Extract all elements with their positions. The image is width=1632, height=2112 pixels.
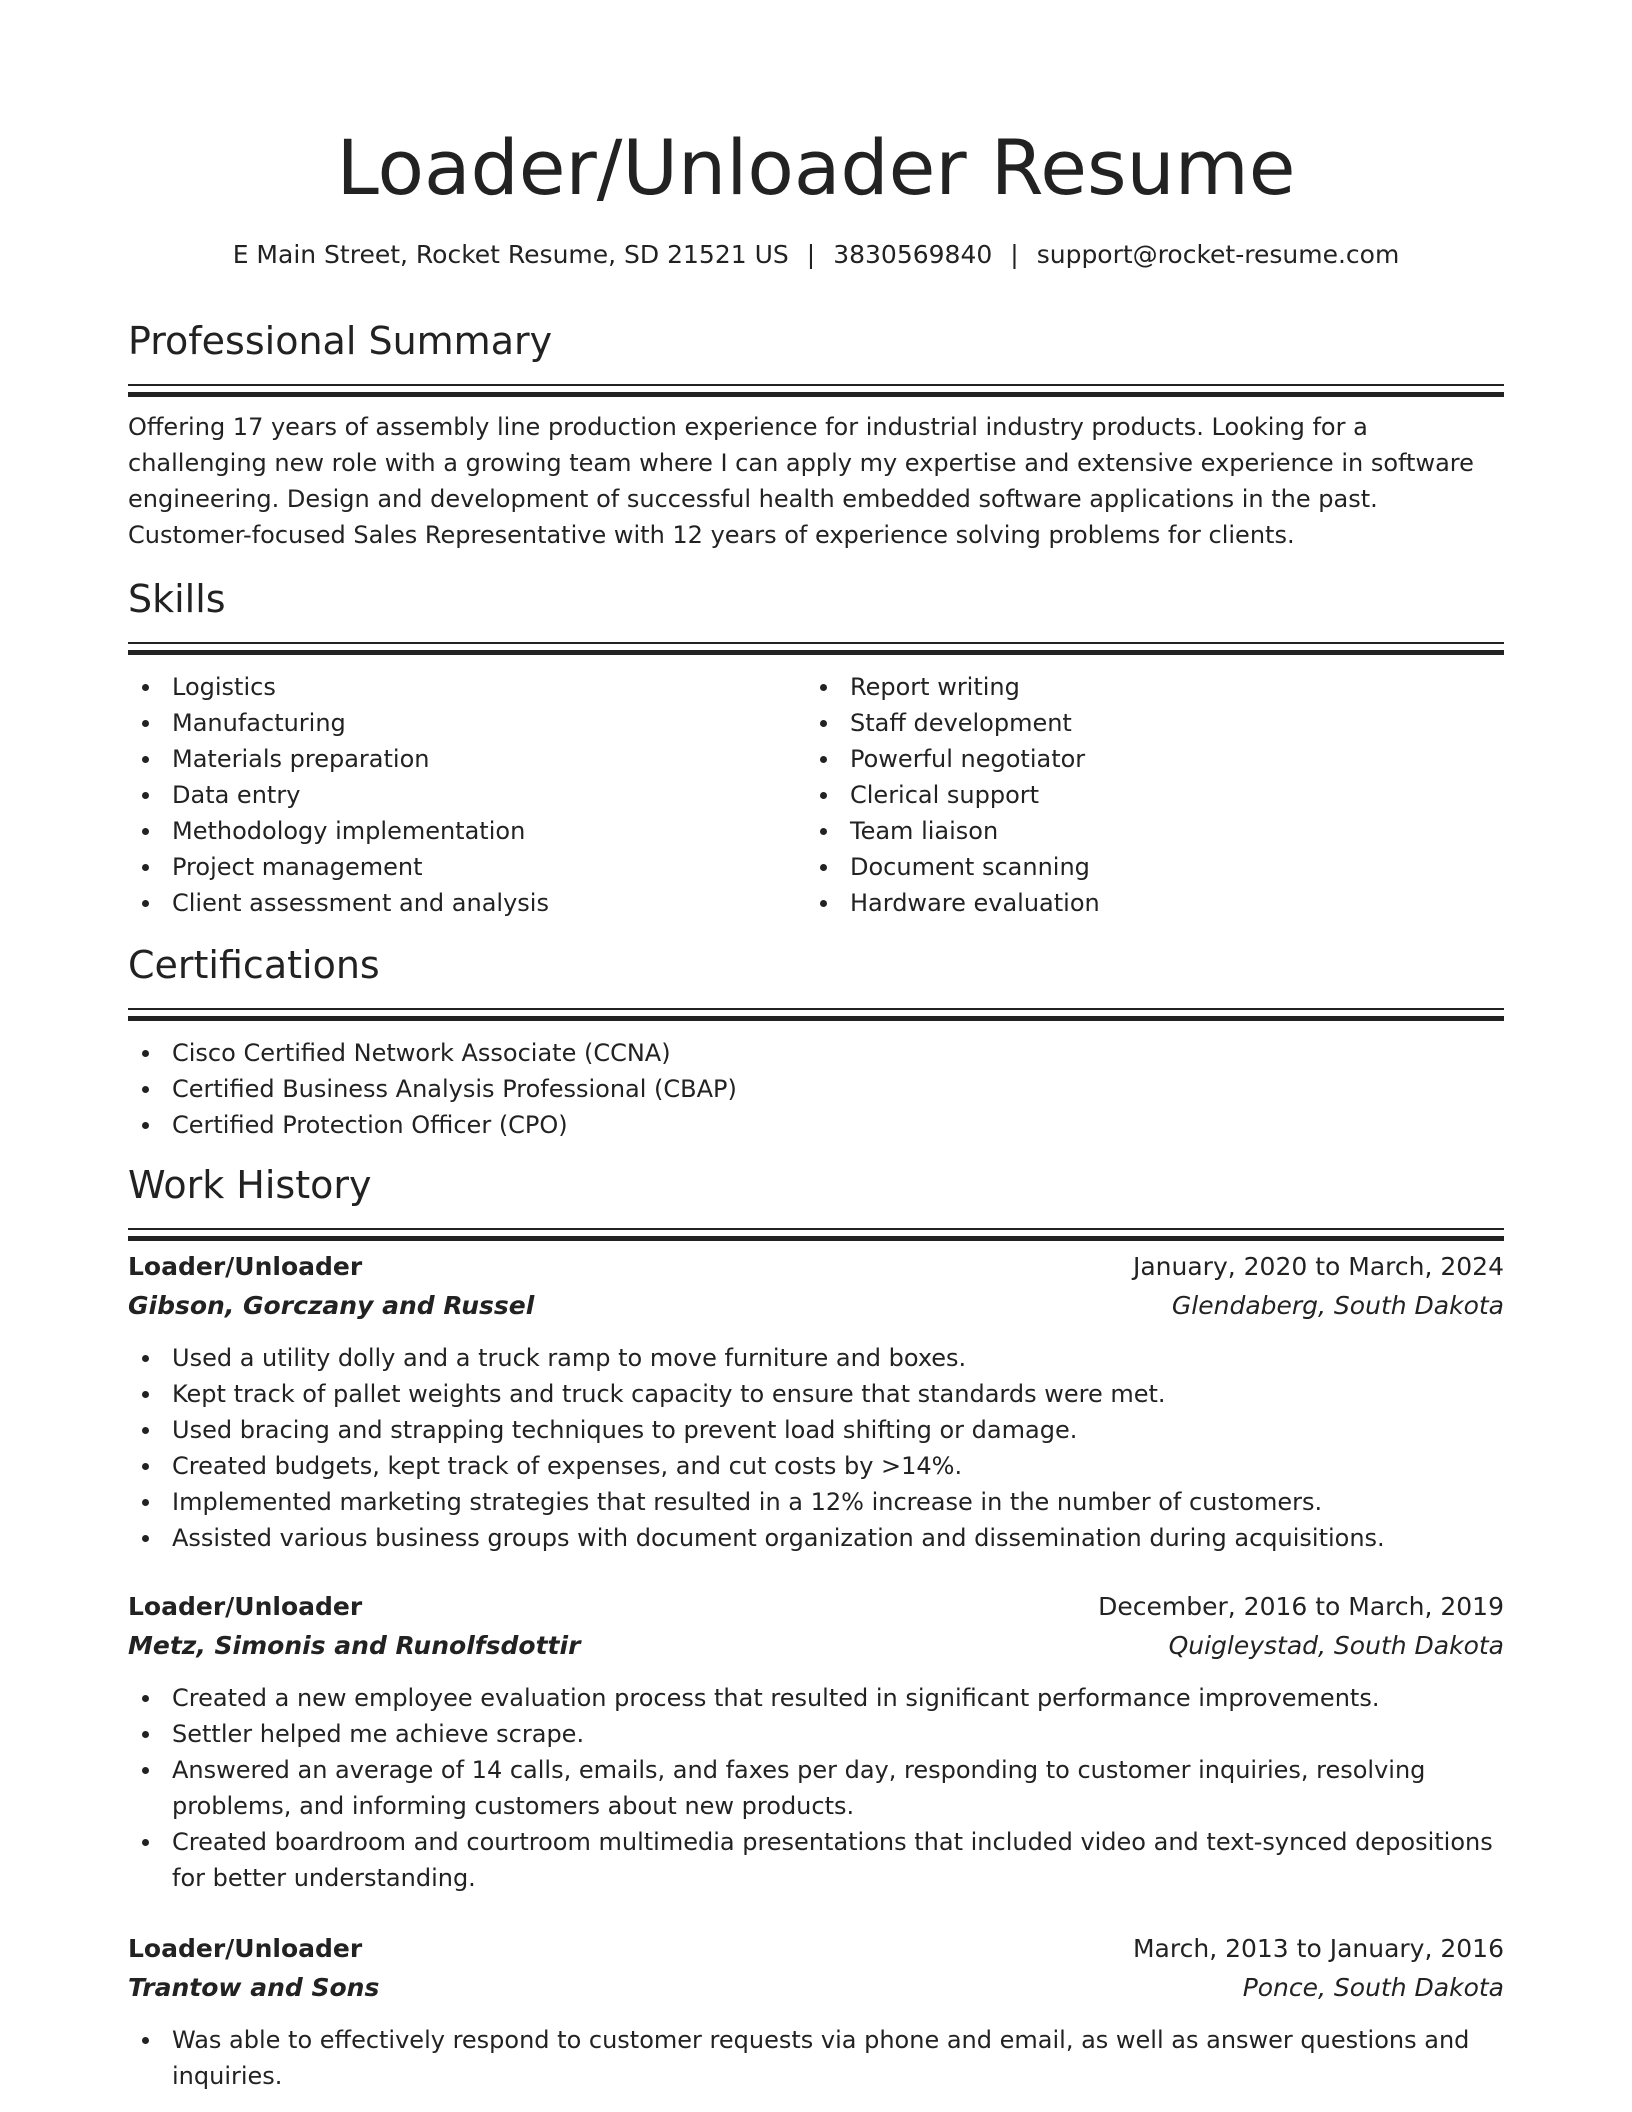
job-dates: March, 2013 to January, 2016	[1132, 1934, 1504, 1963]
section-divider-thick	[128, 392, 1504, 397]
job-dates: January, 2020 to March, 2024	[1132, 1252, 1504, 1281]
certification-item: Certified Protection Officer (CPO)	[128, 1107, 1504, 1143]
job-header	[128, 1248, 1504, 1286]
job-entry	[128, 1248, 1504, 1556]
address: E Main Street, Rocket Resume, SD 21521 US	[232, 240, 789, 269]
job-bullet: Created a new employee evaluation process that resulted in significant performance improvements.	[128, 1680, 1504, 1716]
job-bullet: Was able to effectively respond to customer requests via phone and email, as well as answer questions and inquiries.	[128, 2022, 1504, 2094]
job-company: Trantow and Sons	[128, 1973, 380, 2002]
section-divider-thin	[128, 384, 1504, 386]
skills-list-right	[806, 669, 1484, 921]
job-bullet: Implemented marketing strategies that resulted in a 12% increase in the number of customers.	[128, 1484, 1504, 1520]
job-bullet: Used bracing and strapping techniques to prevent load shifting or damage.	[128, 1412, 1504, 1448]
job-location: Glendaberg, South Dakota	[1171, 1291, 1504, 1320]
job-bullets	[128, 1680, 1504, 1896]
job-bullet: Created boardroom and courtroom multimedia presentations that included video and text-synced depositions for better understanding.	[128, 1824, 1504, 1896]
job-company: Metz, Simonis and Runolfsdottir	[128, 1631, 581, 1660]
section-divider-thin	[128, 642, 1504, 644]
section-divider-thin	[128, 1228, 1504, 1230]
job-location: Quigleystad, South Dakota	[1168, 1631, 1504, 1660]
job-title: Loader/Unloader	[128, 1934, 363, 1963]
skills-list-left	[128, 669, 806, 921]
job-bullets	[128, 1340, 1504, 1556]
skill-item: Powerful negotiator	[806, 741, 1484, 777]
job-title: Loader/Unloader	[128, 1592, 363, 1621]
section-title-certifications: Certifications	[128, 943, 380, 987]
skills-grid	[128, 669, 1504, 921]
summary-section	[128, 316, 1504, 553]
skills-section	[128, 574, 1504, 921]
phone: 3830569840	[833, 240, 993, 269]
job-dates: December, 2016 to March, 2019	[1098, 1592, 1504, 1621]
section-title-work-history: Work History	[128, 1163, 372, 1207]
job-bullet: Settler helped me achieve scrape.	[128, 1716, 1504, 1752]
skill-item: Data entry	[128, 777, 806, 813]
job-entry	[128, 1930, 1504, 2094]
job-bullet: Answered an average of 14 calls, emails, and faxes per day, responding to customer inquiries, resolving problems, and informing customers about new products.	[128, 1752, 1504, 1824]
skill-item: Methodology implementation	[128, 813, 806, 849]
certification-item: Certified Business Analysis Professional (CBAP)	[128, 1071, 1504, 1107]
skill-item: Client assessment and analysis	[128, 885, 806, 921]
job-subheader	[128, 1968, 1504, 2008]
job-title: Loader/Unloader	[128, 1252, 363, 1281]
work-history-section	[128, 1160, 1504, 1241]
contact-separator: |	[806, 240, 816, 269]
skill-item: Materials preparation	[128, 741, 806, 777]
job-bullets	[128, 2022, 1504, 2094]
certifications-list	[128, 1035, 1504, 1143]
job-header	[128, 1930, 1504, 1968]
section-divider-thick	[128, 1016, 1504, 1021]
skill-item: Hardware evaluation	[806, 885, 1484, 921]
contact-separator: |	[1010, 240, 1019, 269]
job-bullet: Kept track of pallet weights and truck capacity to ensure that standards were met.	[128, 1376, 1504, 1412]
job-bullet: Used a utility dolly and a truck ramp to move furniture and boxes.	[128, 1340, 1504, 1376]
contact-line	[128, 238, 1504, 272]
skill-item: Report writing	[806, 669, 1484, 705]
section-divider-thick	[128, 1236, 1504, 1241]
section-title-skills: Skills	[128, 577, 226, 621]
job-company: Gibson, Gorczany and Russel	[128, 1291, 535, 1320]
section-divider-thin	[128, 1008, 1504, 1010]
section-title-summary: Professional Summary	[128, 319, 553, 363]
job-header	[128, 1588, 1504, 1626]
job-subheader	[128, 1286, 1504, 1326]
certification-item: Cisco Certified Network Associate (CCNA)	[128, 1035, 1504, 1071]
section-divider-thick	[128, 650, 1504, 655]
skill-item: Document scanning	[806, 849, 1484, 885]
job-subheader	[128, 1626, 1504, 1666]
skill-item: Project management	[128, 849, 806, 885]
skill-item: Manufacturing	[128, 705, 806, 741]
skill-item: Team liaison	[806, 813, 1484, 849]
summary-text: Offering 17 years of assembly line production experience for industrial industry products. Looking for a challenging new role with a growing team where I can apply my expertise and extensive experience in software engineering. Design and development of successful health embedded software applications in the past. Customer-focused Sales Representative with 12 years of experience solving problems for clients.	[128, 413, 1474, 549]
skill-item: Logistics	[128, 669, 806, 705]
skill-item: Staff development	[806, 705, 1484, 741]
job-entry	[128, 1588, 1504, 1896]
email: support@rocket-resume.com	[1036, 240, 1400, 269]
job-bullet: Assisted various business groups with document organization and dissemination during acquisitions.	[128, 1520, 1504, 1556]
certifications-section	[128, 940, 1504, 1143]
job-location: Ponce, South Dakota	[1242, 1973, 1504, 2002]
skill-item: Clerical support	[806, 777, 1484, 813]
job-bullet: Created budgets, kept track of expenses, and cut costs by >14%.	[128, 1448, 1504, 1484]
page-title: Loader/Unloader Resume	[336, 123, 1296, 212]
